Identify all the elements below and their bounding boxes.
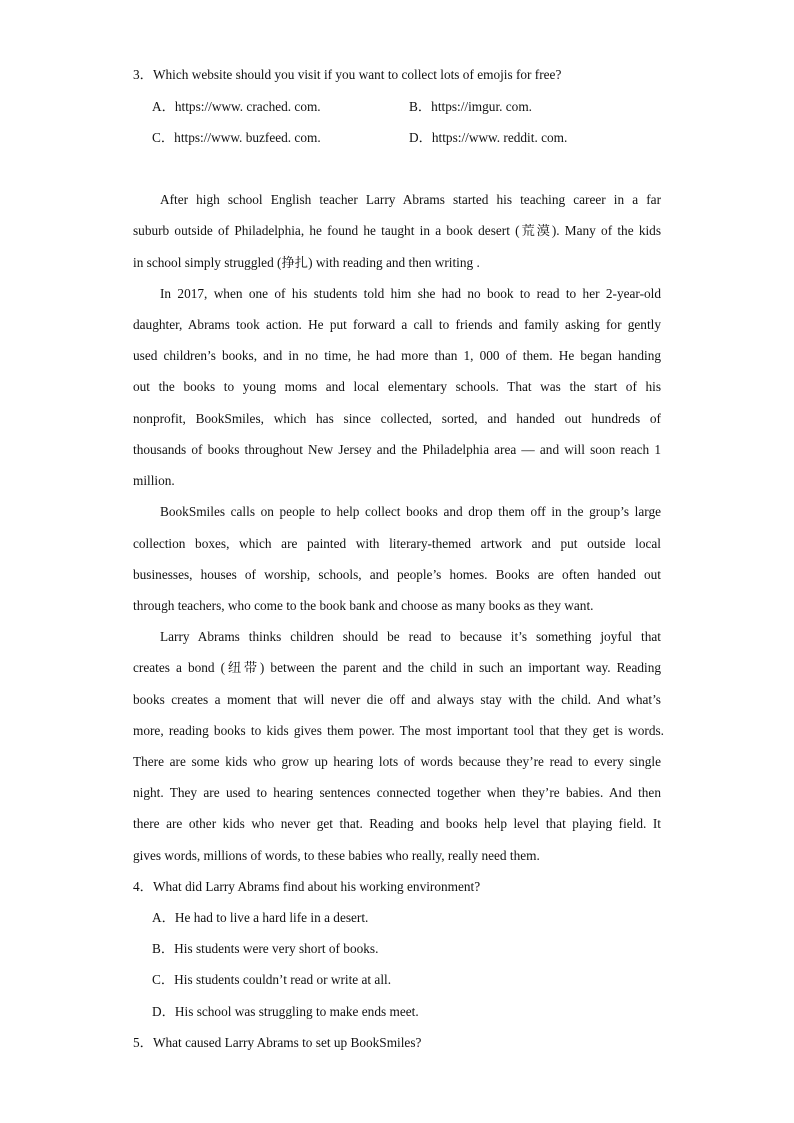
passage-line: out the books to young moms and local elementary schools. That was the start of his [133, 379, 661, 394]
passage-line: more, reading books to kids gives them power. The most important tool that they get is words. [133, 723, 664, 738]
passage-line: BookSmiles calls on people to help collect books and drop them off in the group’s large [160, 504, 661, 519]
passage-line: Larry Abrams thinks children should be read to because it’s something joyful that [160, 629, 661, 644]
passage-line: through teachers, who come to the book bank and choose as many books as they want. [133, 598, 594, 613]
question-4-option-b: B．His students were very short of books. [152, 941, 379, 956]
question-4-option-a: A．He had to live a hard life in a desert. [152, 910, 369, 925]
passage-line: In 2017, when one of his students told him she had no book to read to her 2-year-old [160, 286, 661, 301]
passage-line: creates a bond (纽带) between the parent and the child in such an important way. Reading [133, 660, 661, 675]
passage-line: collection boxes, which are painted with literary-themed artwork and put outside local [133, 536, 661, 551]
passage-line: nonprofit, BookSmiles, which has since collected, sorted, and handed out hundreds of [133, 411, 661, 426]
passage-line: million. [133, 473, 175, 488]
question-5-stem: 5．What caused Larry Abrams to set up BookSmiles? [133, 1035, 422, 1050]
question-4-option-c: C．His students couldn’t read or write at all. [152, 972, 392, 987]
question-3-stem: 3．Which website should you visit if you want to collect lots of emojis for free? [133, 67, 562, 82]
passage-line: daughter, Abrams took action. He put forward a call to friends and family asking for gently [133, 317, 661, 332]
passage-line: After high school English teacher Larry Abrams started his teaching career in a far [160, 192, 661, 207]
question-3-option-b: B．https://imgur. com. [409, 99, 533, 114]
passage-line: There are some kids who grow up hearing lots of words because they’re read to every single [133, 754, 661, 769]
question-3-option-c: C．https://www. buzfeed. com. [152, 130, 321, 145]
passage-line: thousands of books throughout New Jersey and the Philadelphia area — and will soon reach 1 [133, 442, 661, 457]
passage-line: books creates a moment that will never die off and always stay with the child. And what’s [133, 692, 661, 707]
question-4-option-d: D．His school was struggling to make ends meet. [152, 1004, 419, 1019]
passage-line: used children’s books, and in no time, he had more than 1, 000 of them. He began handing [133, 348, 661, 363]
passage-line: in school simply struggled (挣扎) with reading and then writing . [133, 255, 480, 270]
passage-line: night. They are used to hearing sentences connected together when they’re babies. And then [133, 785, 661, 800]
passage-line: there are other kids who never get that. Reading and books help level that playing field. It [133, 816, 661, 831]
passage-line: suburb outside of Philadelphia, he found he taught in a book desert (荒漠). Many of the kids [133, 223, 661, 238]
question-4-stem: 4．What did Larry Abrams find about his working environment? [133, 879, 481, 894]
passage-line: businesses, houses of worship, schools, and people’s homes. Books are often handed out [133, 567, 661, 582]
question-3-option-d: D．https://www. reddit. com. [409, 130, 568, 145]
passage-line: gives words, millions of words, to these babies who really, really need them. [133, 848, 540, 863]
question-3-option-a: A．https://www. crached. com. [152, 99, 321, 114]
